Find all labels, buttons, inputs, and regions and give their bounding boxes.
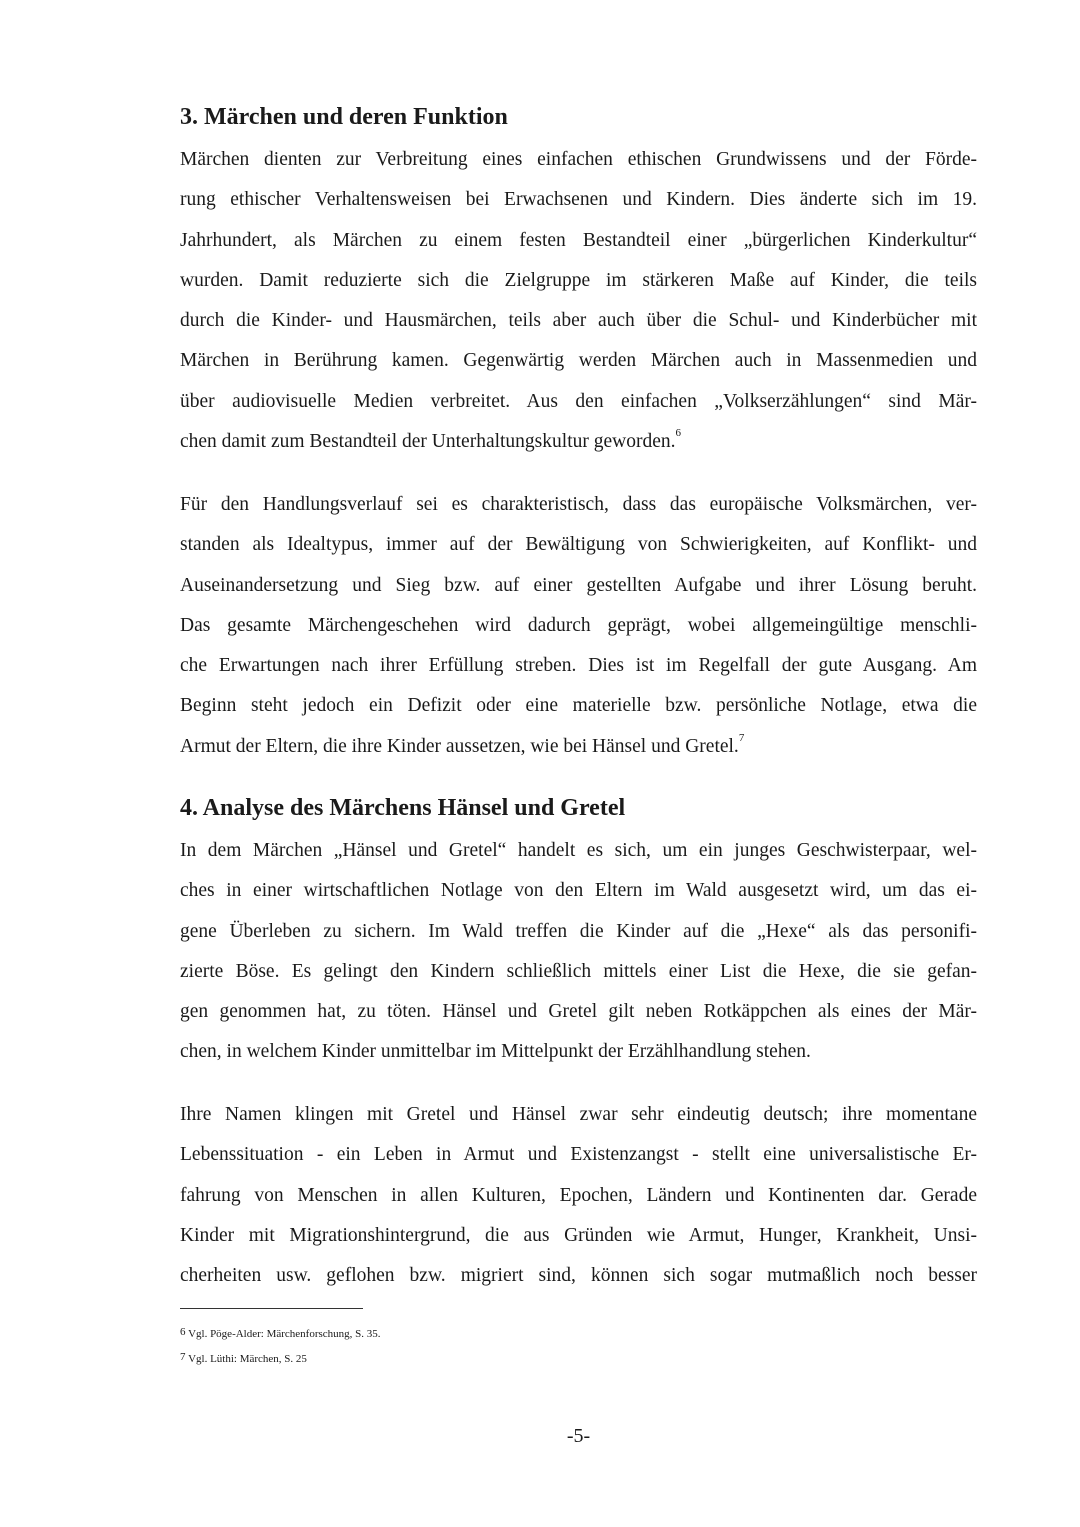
text-line	[180, 646, 977, 686]
text-line	[180, 1256, 977, 1296]
footnote-text: Vgl. Lüthi: Märchen, S. 25	[188, 1353, 307, 1365]
footnote-6	[180, 1324, 381, 1342]
line-text: Lebenssituation - ein Leben in Armut und Existenzangst - stellt eine universalistische Er-	[180, 1144, 977, 1166]
line-text: Das gesamte Märchengeschehen wird dadurch geprägt, wobei allgemeingültige menschli-	[180, 614, 977, 636]
footnote-number: 6	[180, 1326, 186, 1338]
footnote-reference[interactable]: 6	[675, 427, 681, 440]
line-text: rung ethischer Verhaltensweisen bei Erwachsenen und Kindern. Dies änderte sich im 19.	[180, 189, 977, 211]
text-line	[180, 301, 977, 341]
line-text: ches in einer wirtschaftlichen Notlage von den Eltern im Wald ausgesetzt wird, um das ei-	[180, 880, 977, 902]
section-3-paragraph-1	[180, 140, 977, 462]
text-line	[180, 686, 977, 726]
section-3-paragraph-2	[180, 485, 977, 767]
footnote-reference[interactable]: 7	[738, 731, 745, 744]
text-line	[180, 525, 977, 565]
text-line	[180, 1135, 977, 1175]
line-text: Ihre Namen klingen mit Gretel und Hänsel zwar sehr eindeutig deutsch; ihre momentane	[180, 1104, 977, 1125]
text-line	[180, 831, 977, 871]
line-text: chen, in welchem Kinder unmittelbar im Mittelpunkt der Erzählhandlung stehen.	[180, 1041, 811, 1063]
line-text: Auseinandersetzung und Sieg bzw. auf einer gestellten Aufgabe und ihrer Lösung beruht.	[180, 574, 977, 596]
text-line	[180, 1216, 977, 1256]
text-line	[180, 485, 977, 525]
text-line	[180, 140, 977, 180]
section-4-heading: 4. Analyse des Märchens Hänsel und Gretel	[180, 795, 626, 821]
line-text: wurden. Damit reduzierte sich die Zielgruppe im stärkeren Maße auf Kinder, die teils	[180, 269, 977, 291]
line-text: Jahrhundert, als Märchen zu einem festen Bestandteil einer „bürgerlichen Kinderkultur“	[180, 229, 977, 251]
text-line	[180, 606, 977, 646]
line-text: Armut der Eltern, die ihre Kinder aussetzen, wie bei Hänsel und Gretel.	[180, 735, 739, 757]
text-line	[180, 382, 977, 422]
text-line	[180, 871, 977, 911]
text-line	[180, 1176, 977, 1216]
line-text: Märchen in Berührung kamen. Gegenwärtig werden Märchen auch in Massenmedien und	[180, 350, 977, 372]
footnote-number: 7	[180, 1351, 186, 1363]
line-text: zierte Böse. Es gelingt den Kindern schließlich mittels einer List die Hexe, die sie gefan-	[180, 960, 977, 982]
footnote-separator	[180, 1308, 363, 1309]
line-text: durch die Kinder- und Hausmärchen, teils aber auch über die Schul- und Kinderbücher mit	[180, 310, 977, 332]
line-text: Für den Handlungsverlauf sei es charakteristisch, dass das europäische Volksmärchen, ver-	[180, 494, 977, 515]
footnote-text: Vgl. Pöge-Alder: Märchenforschung, S. 35.	[188, 1328, 381, 1340]
line-text: Märchen dienten zur Verbreitung eines einfachen ethischen Grundwissens und der Förde-	[180, 149, 977, 170]
line-text: standen als Idealtypus, immer auf der Bewältigung von Schwierigkeiten, auf Konflikt- und	[180, 534, 977, 556]
text-line	[180, 912, 977, 952]
line-text: chen damit zum Bestandteil der Unterhaltungskultur geworden.	[180, 431, 676, 453]
page-number: -5-	[566, 1425, 591, 1447]
text-line	[180, 566, 977, 606]
section-4-paragraph-1	[180, 831, 977, 1073]
line-text: fahrung von Menschen in allen Kulturen, Epochen, Ländern und Kontinenten dar. Gerade	[180, 1184, 977, 1206]
text-line	[180, 221, 977, 261]
line-text: che Erwartungen nach ihrer Erfüllung streben. Dies ist im Regelfall der gute Ausgang. Am	[180, 655, 977, 677]
text-line	[180, 261, 977, 301]
text-line	[180, 180, 977, 220]
text-line	[180, 727, 977, 767]
line-text: cherheiten usw. geflohen bzw. migriert sind, können sich sogar mutmaßlich noch besser	[180, 1265, 977, 1287]
line-text: gene Überleben zu sichern. Im Wald treffen die Kinder auf die „Hexe“ als das personifi-	[180, 920, 977, 942]
text-line	[180, 1095, 977, 1135]
text-line	[180, 1032, 977, 1072]
line-text: In dem Märchen „Hänsel und Gretel“ handelt es sich, um ein junges Geschwisterpaar, wel-	[180, 840, 977, 861]
text-line	[180, 341, 977, 381]
line-text: über audiovisuelle Medien verbreitet. Aus den einfachen „Volkserzählungen“ sind Mär-	[180, 390, 977, 412]
section-3-heading: 3. Märchen und deren Funktion	[180, 104, 508, 130]
text-line	[180, 992, 977, 1032]
line-text: Kinder mit Migrationshintergrund, die aus Gründen wie Armut, Hunger, Krankheit, Unsi-	[180, 1224, 977, 1246]
footnote-7	[180, 1349, 307, 1367]
text-line	[180, 422, 977, 462]
line-text: Beginn steht jedoch ein Defizit oder eine materielle bzw. persönliche Notlage, etwa die	[180, 695, 977, 717]
text-line	[180, 952, 977, 992]
line-text: gen genommen hat, zu töten. Hänsel und Gretel gilt neben Rotkäppchen als eines der Mär-	[180, 1001, 977, 1023]
section-4-paragraph-2	[180, 1095, 977, 1296]
